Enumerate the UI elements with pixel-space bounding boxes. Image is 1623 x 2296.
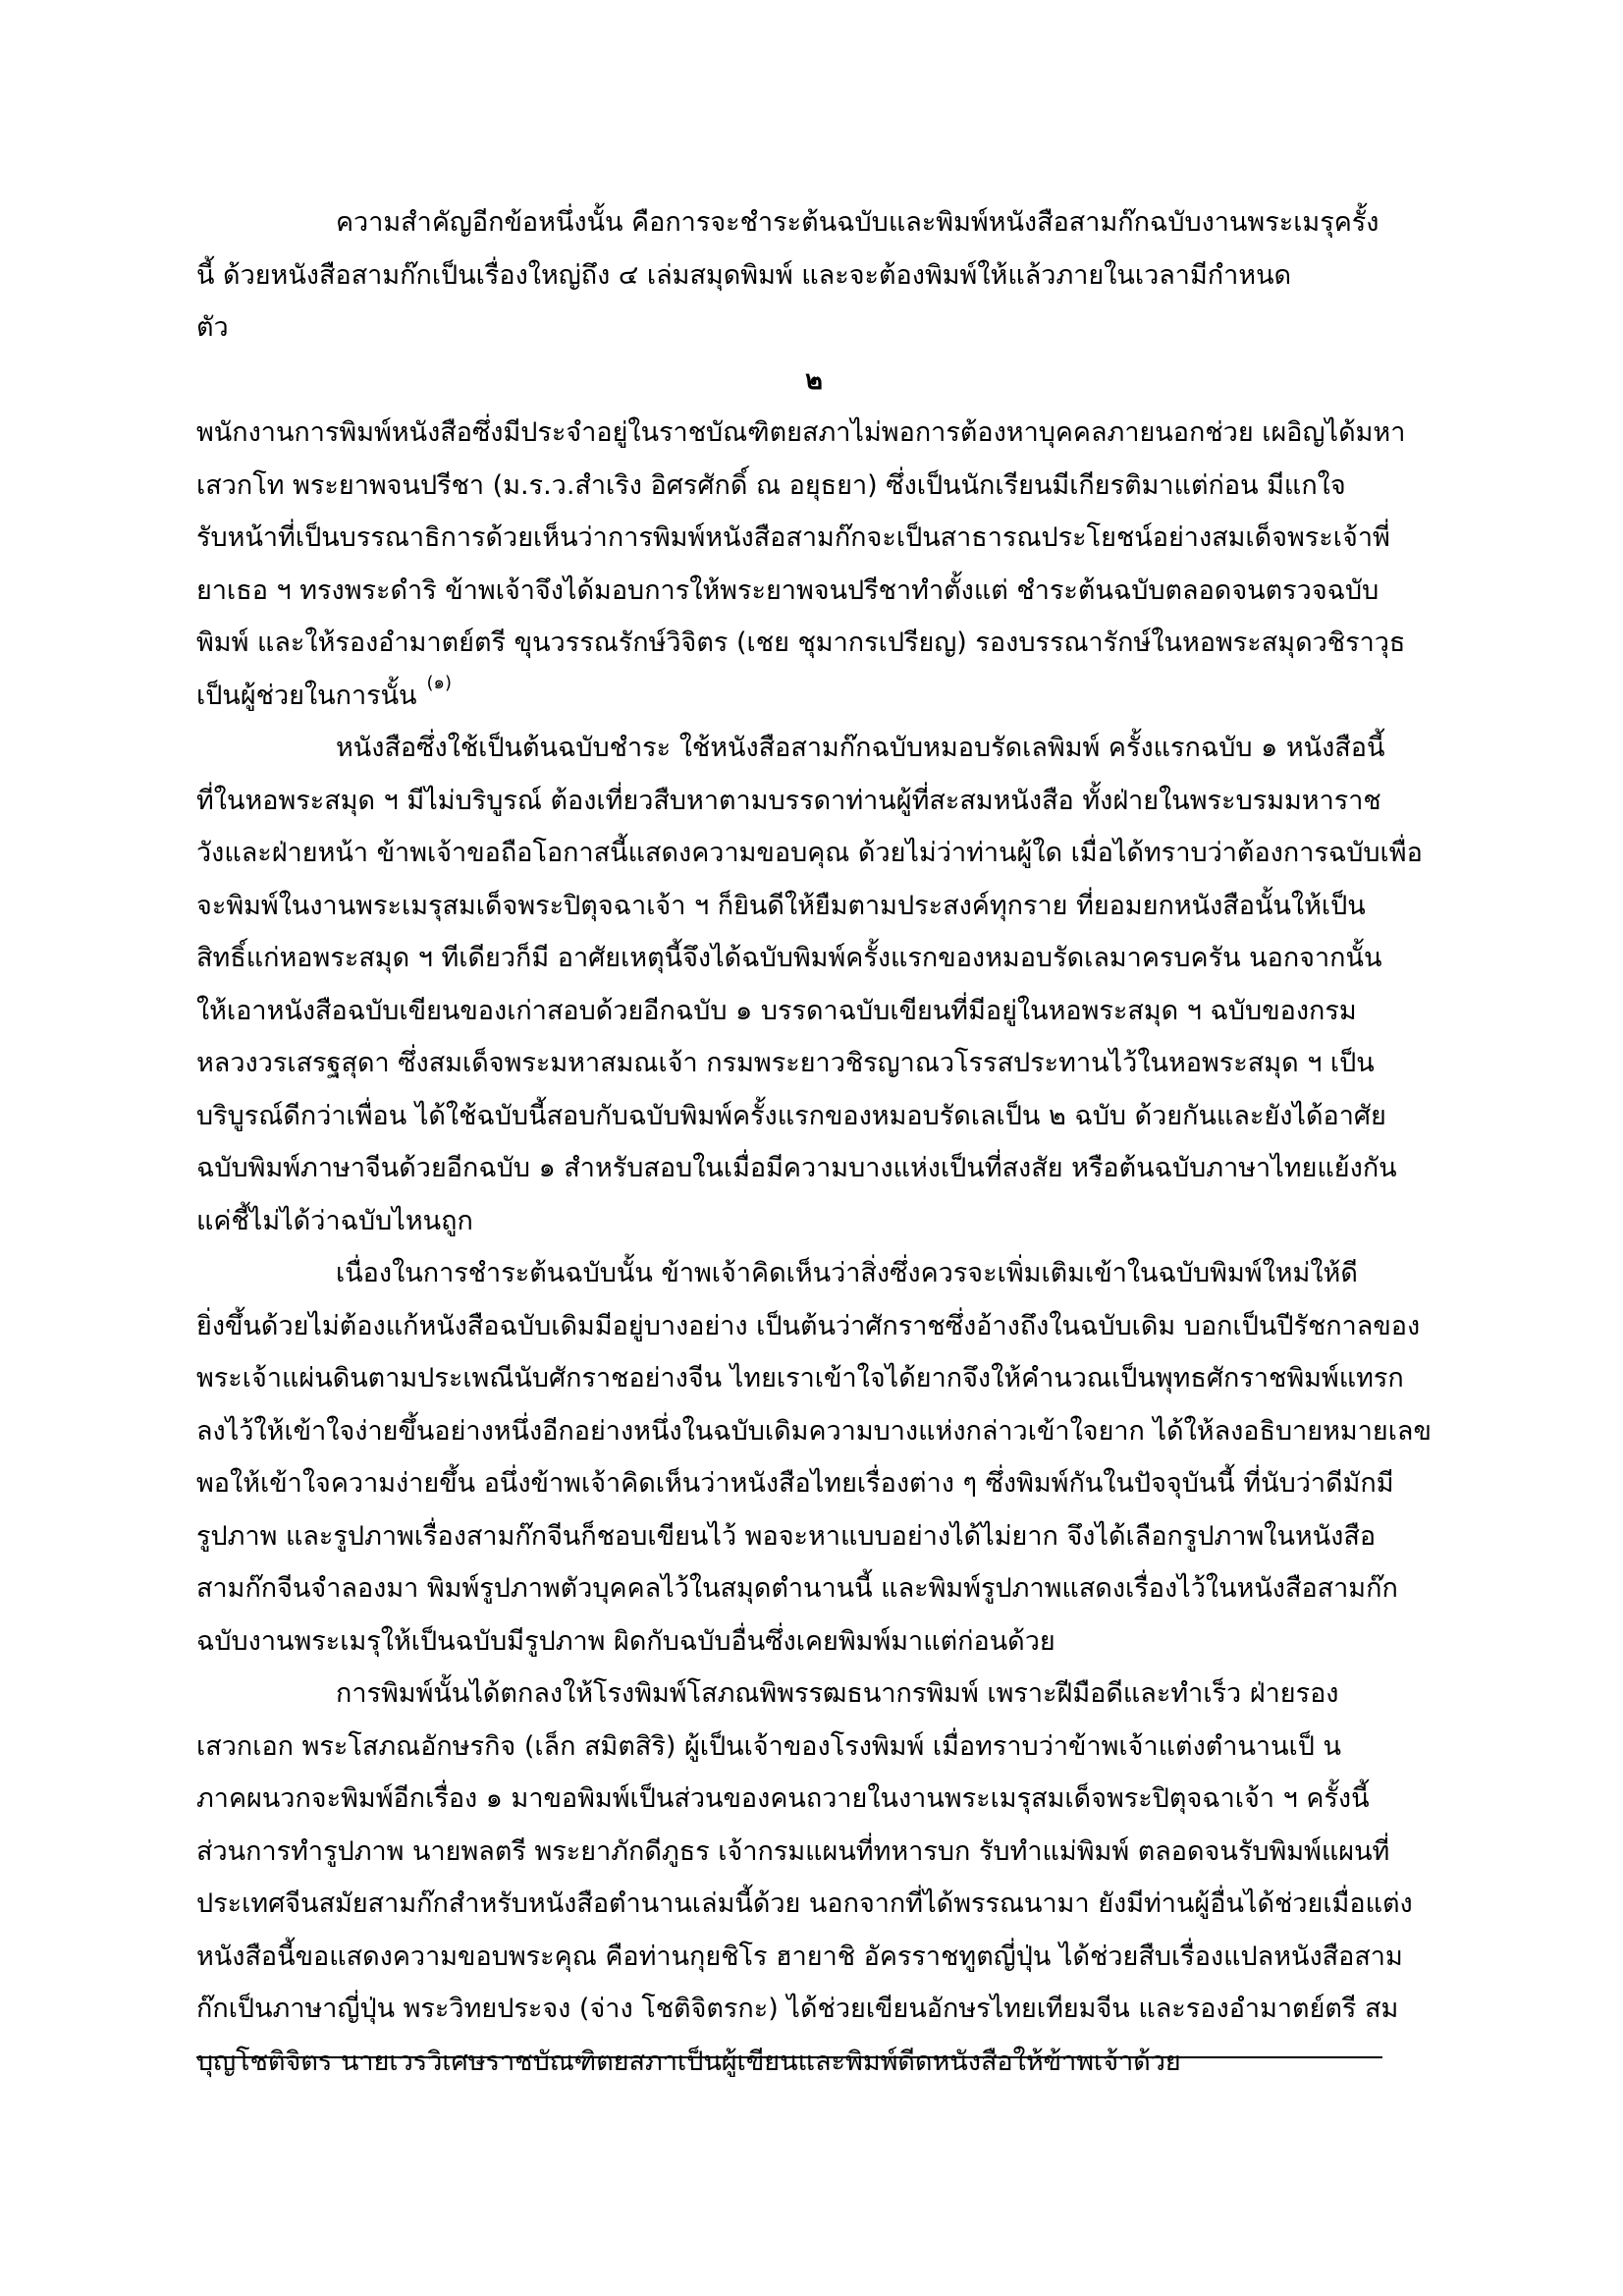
text-line: เนื่องในการชำระต้นฉบับนั้น ข้าพเจ้าคิดเห็นว่าสิ่งซึ่งควรจะเพิ่มเติมเข้าในฉบับพิมพ์ใหม่ให้ดี bbox=[336, 1258, 1358, 1288]
text-line: รับหน้าที่เป็นบรรณาธิการด้วยเห็นว่าการพิมพ์หนังสือสามก๊กจะเป็นสาธารณประโยชน์อย่างสมเด็จพระเจ้าพี่ bbox=[196, 522, 1390, 553]
footnote-reference: (๑) bbox=[426, 672, 453, 693]
text-line: ภาคผนวกจะพิมพ์อีกเรื่อง ๑ มาขอพิมพ์เป็นส่วนของคนถวายในงานพระเมรุสมเด็จพระปิตุจฉาเจ้า ฯ ครั้งนี้ bbox=[196, 1783, 1370, 1814]
text-line: พนักงานการพิมพ์หนังสือซึ่งมีประจำอยู่ในราชบัณฑิตยสภาไม่พอการต้องหาบุคคลภายนอกช่วย เผอิญได้มหา bbox=[196, 417, 1406, 448]
text-line: นี้ ด้วยหนังสือสามก๊กเป็นเรื่องใหญ่ถึง ๔ เล่มสมุดพิมพ์ และจะต้องพิมพ์ให้แล้วภายในเวลามีกำหนด bbox=[196, 259, 1292, 291]
text-line: หนังสือนี้ขอแสดงความขอบพระคุณ คือท่านกุยชิโร ฮายาชิ อัครราชทูตญี่ปุ่น ได้ช่วยสืบเรื่องแปลหนังสือสาม bbox=[196, 1941, 1403, 1972]
text-line: ฉบับงานพระเมรุให้เป็นฉบับมีรูปภาพ ผิดกับฉบับอื่นซึ่งเคยพิมพ์มาแต่ก่อนด้วย bbox=[196, 1625, 1055, 1657]
document-body bbox=[196, 196, 1432, 2088]
text-line: ส่วนการทำรูปภาพ นายพลตรี พระยาภักดีภูธร เจ้ากรมแผนที่ทหารบก รับทำแม่พิมพ์ ตลอดจนรับพิมพ์แผนที่ bbox=[196, 1835, 1390, 1867]
text-line-content: เป็นผู้ช่วยในการนั้น bbox=[196, 680, 417, 711]
text-line: ฉบับพิมพ์ภาษาจีนด้วยอีกฉบับ ๑ สำหรับสอบในเมื่อมีความบางแห่งเป็นที่สงสัย หรือต้นฉบับภาษาไทยแย้งกัน bbox=[196, 1153, 1397, 1183]
text-line bbox=[196, 670, 1432, 723]
text-line: หนังสือซึ่งใช้เป็นต้นฉบับชำระ ใช้หนังสือสามก๊กฉบับหมอบรัดเลพิมพ์ ครั้งแรกฉบับ ๑ หนังสือนี้ bbox=[336, 733, 1385, 763]
text-line: การพิมพ์นั้นได้ตกลงให้โรงพิมพ์โสภณพิพรรฒธนากรพิมพ์ เพราะฝีมือดีและทำเร็ว ฝ่ายรอง bbox=[336, 1678, 1339, 1709]
page-number: ๒ bbox=[805, 364, 823, 396]
text-line: พิมพ์ และให้รองอำมาตย์ตรี ขุนวรรณรักษ์วิจิตร (เชย ชุมากรเปรียญ) รองบรรณารักษ์ในหอพระสมุดวชิราวุธ bbox=[196, 628, 1406, 658]
text-line: เสวกโท พระยาพจนปรีชา (ม.ร.ว.สำเริง อิศรศักดิ์ ณ อยุธยา) ซึ่งเป็นนักเรียนมีเกียรติมาแต่ก่อน มีแกใจ bbox=[196, 469, 1346, 501]
text-line: พอให้เข้าใจความง่ายขึ้น อนึ่งข้าพเจ้าคิดเห็นว่าหนังสือไทยเรื่องต่าง ๆ ซึ่งพิมพ์กันในปัจจุบันนี้ ที่นับว่าดีมักมี bbox=[196, 1468, 1394, 1499]
paragraph-5 bbox=[196, 1667, 1432, 2088]
text-line: สิทธิ์แก่หอพระสมุด ฯ ทีเดียวก็มี อาศัยเหตุนี้จึงได้ฉบับพิมพ์ครั้งแรกของหมอบรัดเลมาครบครัน นอกจากนั้น bbox=[196, 943, 1382, 973]
text-line: แค่ชี้ไม่ได้ว่าฉบับไหนถูก bbox=[196, 1205, 473, 1236]
text-line: หลวงวรเสรฐสุดา ซึ่งสมเด็จพระมหาสมณเจ้า กรมพระยาวชิรญาณวโรรสประทานไว้ในหอพระสมุด ฯ เป็น bbox=[196, 1048, 1375, 1078]
paragraph-1 bbox=[196, 196, 1432, 355]
paragraph-2 bbox=[196, 407, 1432, 722]
text-line: สามก๊กจีนจำลองมา พิมพ์รูปภาพตัวบุคคลไว้ในสมุดตำนานนี้ และพิมพ์รูปภาพแสดงเรื่องไว้ในหนังสือสามก๊ก bbox=[196, 1573, 1398, 1604]
text-line: ยาเธอ ฯ ทรงพระดำริ ข้าพเจ้าจึงได้มอบการให้พระยาพจนปรีชาทำตั้งแต่ ชำระต้นฉบับตลอดจนตรวจฉบับ bbox=[196, 574, 1380, 606]
text-line: บริบูรณ์ดีกว่าเพื่อน ได้ใช้ฉบับนี้สอบกับฉบับพิมพ์ครั้งแรกของหมอบรัดเลเป็น ๒ ฉบับ ด้วยกันและยังได้อาศัย bbox=[196, 1100, 1386, 1131]
text-line: ให้เอาหนังสือฉบับเขียนของเก่าสอบด้วยอีกฉบับ ๑ บรรดาฉบับเขียนที่มีอยู่ในหอพระสมุด ฯ ฉบับของกรม bbox=[196, 995, 1357, 1026]
paragraph-4 bbox=[196, 1247, 1432, 1667]
text-line: ตัว bbox=[196, 312, 229, 343]
text-line: วังและฝ่ายหน้า ข้าพเจ้าขอถือโอกาสนี้แสดงความขอบคุณ ด้วยไม่ว่าท่านผู้ใด เมื่อได้ทราบว่าต้องการฉบับเพื่อ bbox=[196, 838, 1423, 868]
text-line: ความสำคัญอีกข้อหนึ่งนั้น คือการจะชำระต้นฉบับและพิมพ์หนังสือสามก๊กฉบับงานพระเมรุครั้ง bbox=[336, 207, 1380, 238]
text-line: ลงไว้ให้เข้าใจง่ายขึ้นอย่างหนึ่งอีกอย่างหนึ่งในฉบับเดิมความบางแห่งกล่าวเข้าใจยาก ได้ให้ลงอธิบายหมายเลข bbox=[196, 1415, 1432, 1447]
text-line: ที่ในหอพระสมุด ฯ มีไม่บริบูรณ์ ต้องเที่ยวสืบหาตามบรรดาท่านผู้ที่สะสมหนังสือ ทั้งฝ่ายในพระบรมมหาราช bbox=[196, 785, 1381, 816]
paragraph-3 bbox=[196, 722, 1432, 1247]
text-line: พระเจ้าแผ่นดินตามประเพณีนับศักราชอย่างจีน ไทยเราเข้าใจได้ยากจึงให้คำนวณเป็นพุทธศักราชพิมพ์แทรก bbox=[196, 1363, 1404, 1394]
text-line: บุญโชติจิตร นายเวรวิเศษราชบัณฑิตยสภาเป็นผู้เขียนและพิมพ์ดีดหนังสือให้ข้าพเจ้าด้วย bbox=[196, 2046, 1181, 2077]
text-line: ประเทศจีนสมัยสามก๊กสำหรับหนังสือตำนานเล่มนี้ด้วย นอกจากที่ได้พรรณนามา ยังมีท่านผู้อื่นได้ช่วยเมื่อแต่ง bbox=[196, 1888, 1413, 1919]
text-line: รูปภาพ และรูปภาพเรื่องสามก๊กจีนก็ชอบเขียนไว้ พอจะหาแบบอย่างได้ไม่ยาก จึงได้เลือกรูปภาพในหนังสือ bbox=[196, 1520, 1377, 1552]
text-line: เสวกเอก พระโสภณอักษรกิจ (เล็ก สมิตสิริ) ผู้เป็นเจ้าของโรงพิมพ์ เมื่อทราบว่าข้าพเจ้าแต่งตำนานเป็ น bbox=[196, 1730, 1341, 1762]
text-line: ยิ่งขึ้นด้วยไม่ต้องแก้หนังสือฉบับเดิมมีอยู่บางอย่าง เป็นต้นว่าศักราชซึ่งอ้างถึงในฉบับเดิม บอกเป็นปีรัชกาลของ bbox=[196, 1310, 1421, 1341]
text-line: ก๊กเป็นภาษาญี่ปุ่น พระวิทยประจง (จ่าง โชติจิตรกะ) ได้ช่วยเขียนอักษรไทยเทียมจีน และรองอำมาตย์ตรี สม bbox=[196, 1994, 1399, 2024]
footnote-separator-line bbox=[196, 2056, 1382, 2058]
text-line: จะพิมพ์ในงานพระเมรุสมเด็จพระปิตุจฉาเจ้า ฯ ก็ยินดีให้ยืมตามประสงค์ทุกราย ที่ยอมยกหนังสือนั้นให้เป็น bbox=[196, 890, 1366, 921]
